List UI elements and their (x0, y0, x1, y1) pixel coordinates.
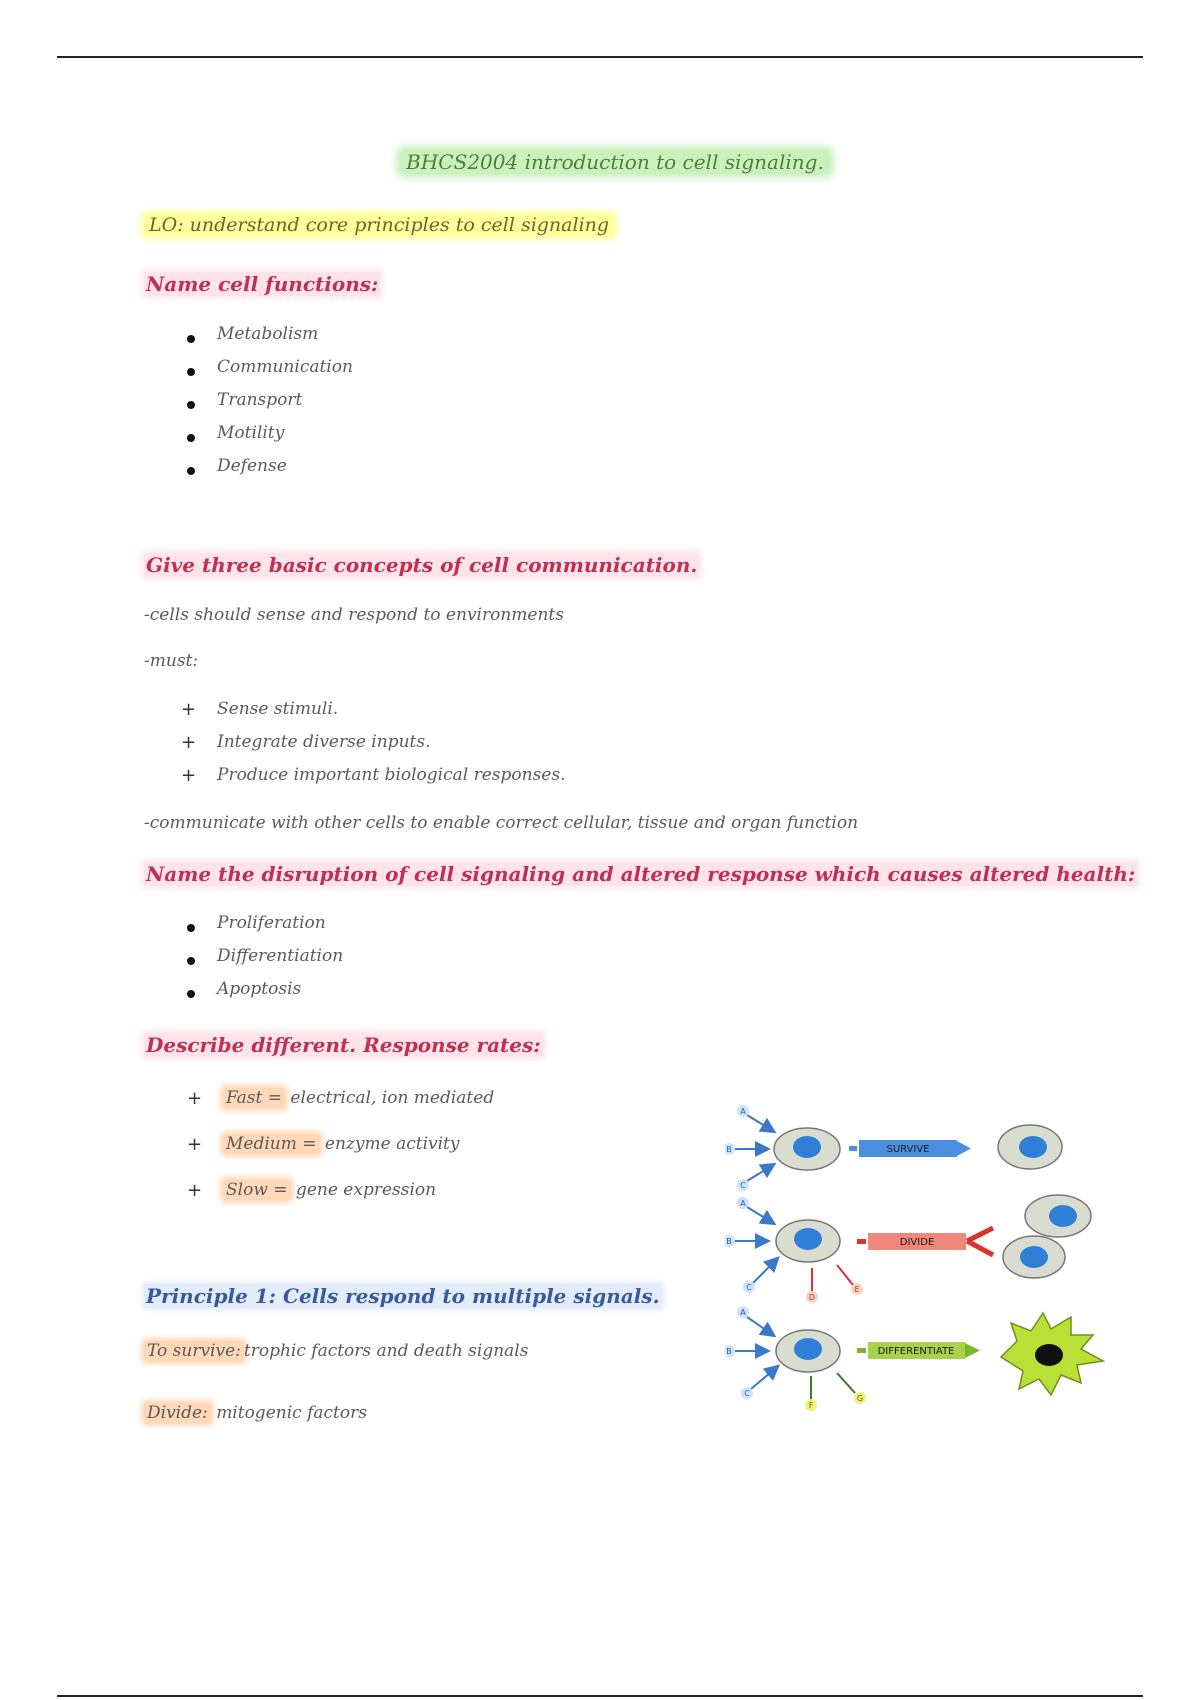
signal-letter: A (740, 1107, 746, 1116)
signal-letter: D (808, 1293, 816, 1302)
divide-label: DIVIDE (899, 1237, 935, 1248)
nucleus (1019, 1136, 1047, 1158)
list-concepts (181, 699, 566, 798)
list-item: + Medium = enzyme activity (187, 1134, 460, 1155)
footer-rule (57, 1695, 1143, 1697)
learning-objective: LO: understand core principles to cell signaling (144, 214, 614, 236)
nucleus (794, 1228, 822, 1250)
nucleus (793, 1136, 821, 1158)
list-item: + Fast = electrical, ion mediated (187, 1088, 495, 1109)
diagram-row-differentiate (725, 1306, 1103, 1411)
principle-survive-line: To survive: trophic factors and death signals (144, 1341, 528, 1361)
list-item: Proliferation (217, 913, 343, 946)
document-title: BHCS2004 introduction to cell signaling. (0, 150, 1200, 174)
list-item: + Produce important biological responses. (181, 765, 566, 786)
principle-divide-line: Divide: mitogenic factors (144, 1403, 367, 1423)
nucleus (1020, 1246, 1048, 1268)
list-item: Apoptosis (217, 979, 343, 1012)
list-item: Metabolism (217, 324, 353, 357)
signal-letter: B (726, 1237, 732, 1246)
list-item: Motility (217, 423, 353, 456)
header-rule (57, 56, 1143, 58)
heading-cell-communication: Give three basic concepts of cell communication. (146, 553, 698, 577)
signal-letter: E (854, 1285, 860, 1294)
signal-letter: C (746, 1283, 752, 1292)
list-item: Differentiation (217, 946, 343, 979)
list-item: Communication (217, 357, 353, 390)
survive-label: SURVIVE (886, 1144, 930, 1155)
concept-line-3: -communicate with other cells to enable correct cellular, tissue and organ function (144, 813, 859, 833)
nucleus (1049, 1205, 1077, 1227)
signal-letter: F (808, 1401, 814, 1410)
signal-letter: B (726, 1347, 732, 1356)
signal-letter: C (740, 1181, 746, 1190)
signal-letter: A (740, 1199, 746, 1208)
signal-letter: A (740, 1308, 746, 1317)
signal-arrows (725, 1105, 773, 1191)
signal-letter: B (726, 1145, 732, 1154)
signal-letter: C (744, 1389, 750, 1398)
heading-principle-1: Principle 1: Cells respond to multiple signals. (146, 1284, 660, 1308)
list-item: + Integrate diverse inputs. (181, 732, 431, 753)
list-cell-functions (217, 324, 353, 489)
heading-disruption: Name the disruption of cell signaling and altered response which causes altered health: (146, 862, 1136, 886)
heading-cell-functions: Name cell functions: (146, 272, 379, 296)
list-item: Defense (217, 456, 353, 489)
concept-line-2: -must: (144, 651, 199, 671)
list-item: + Slow = gene expression (187, 1180, 437, 1201)
list-item: Transport (217, 390, 353, 423)
diagram-row-survive (725, 1105, 1062, 1191)
concept-line-1: -cells should sense and respond to environments (144, 605, 564, 625)
nucleus (794, 1338, 822, 1360)
signal-letter: G (856, 1394, 864, 1403)
cell-signal-diagram (725, 1095, 1145, 1425)
heading-response-rates: Describe different. Response rates: (146, 1033, 541, 1057)
list-disruption (217, 913, 343, 1012)
diagram-row-divide (725, 1195, 1091, 1303)
list-response-rates (187, 1088, 495, 1226)
list-item: + Sense stimuli. (181, 699, 339, 720)
nucleus (1035, 1344, 1063, 1366)
differentiate-label: DIFFERENTIATE (877, 1346, 955, 1357)
